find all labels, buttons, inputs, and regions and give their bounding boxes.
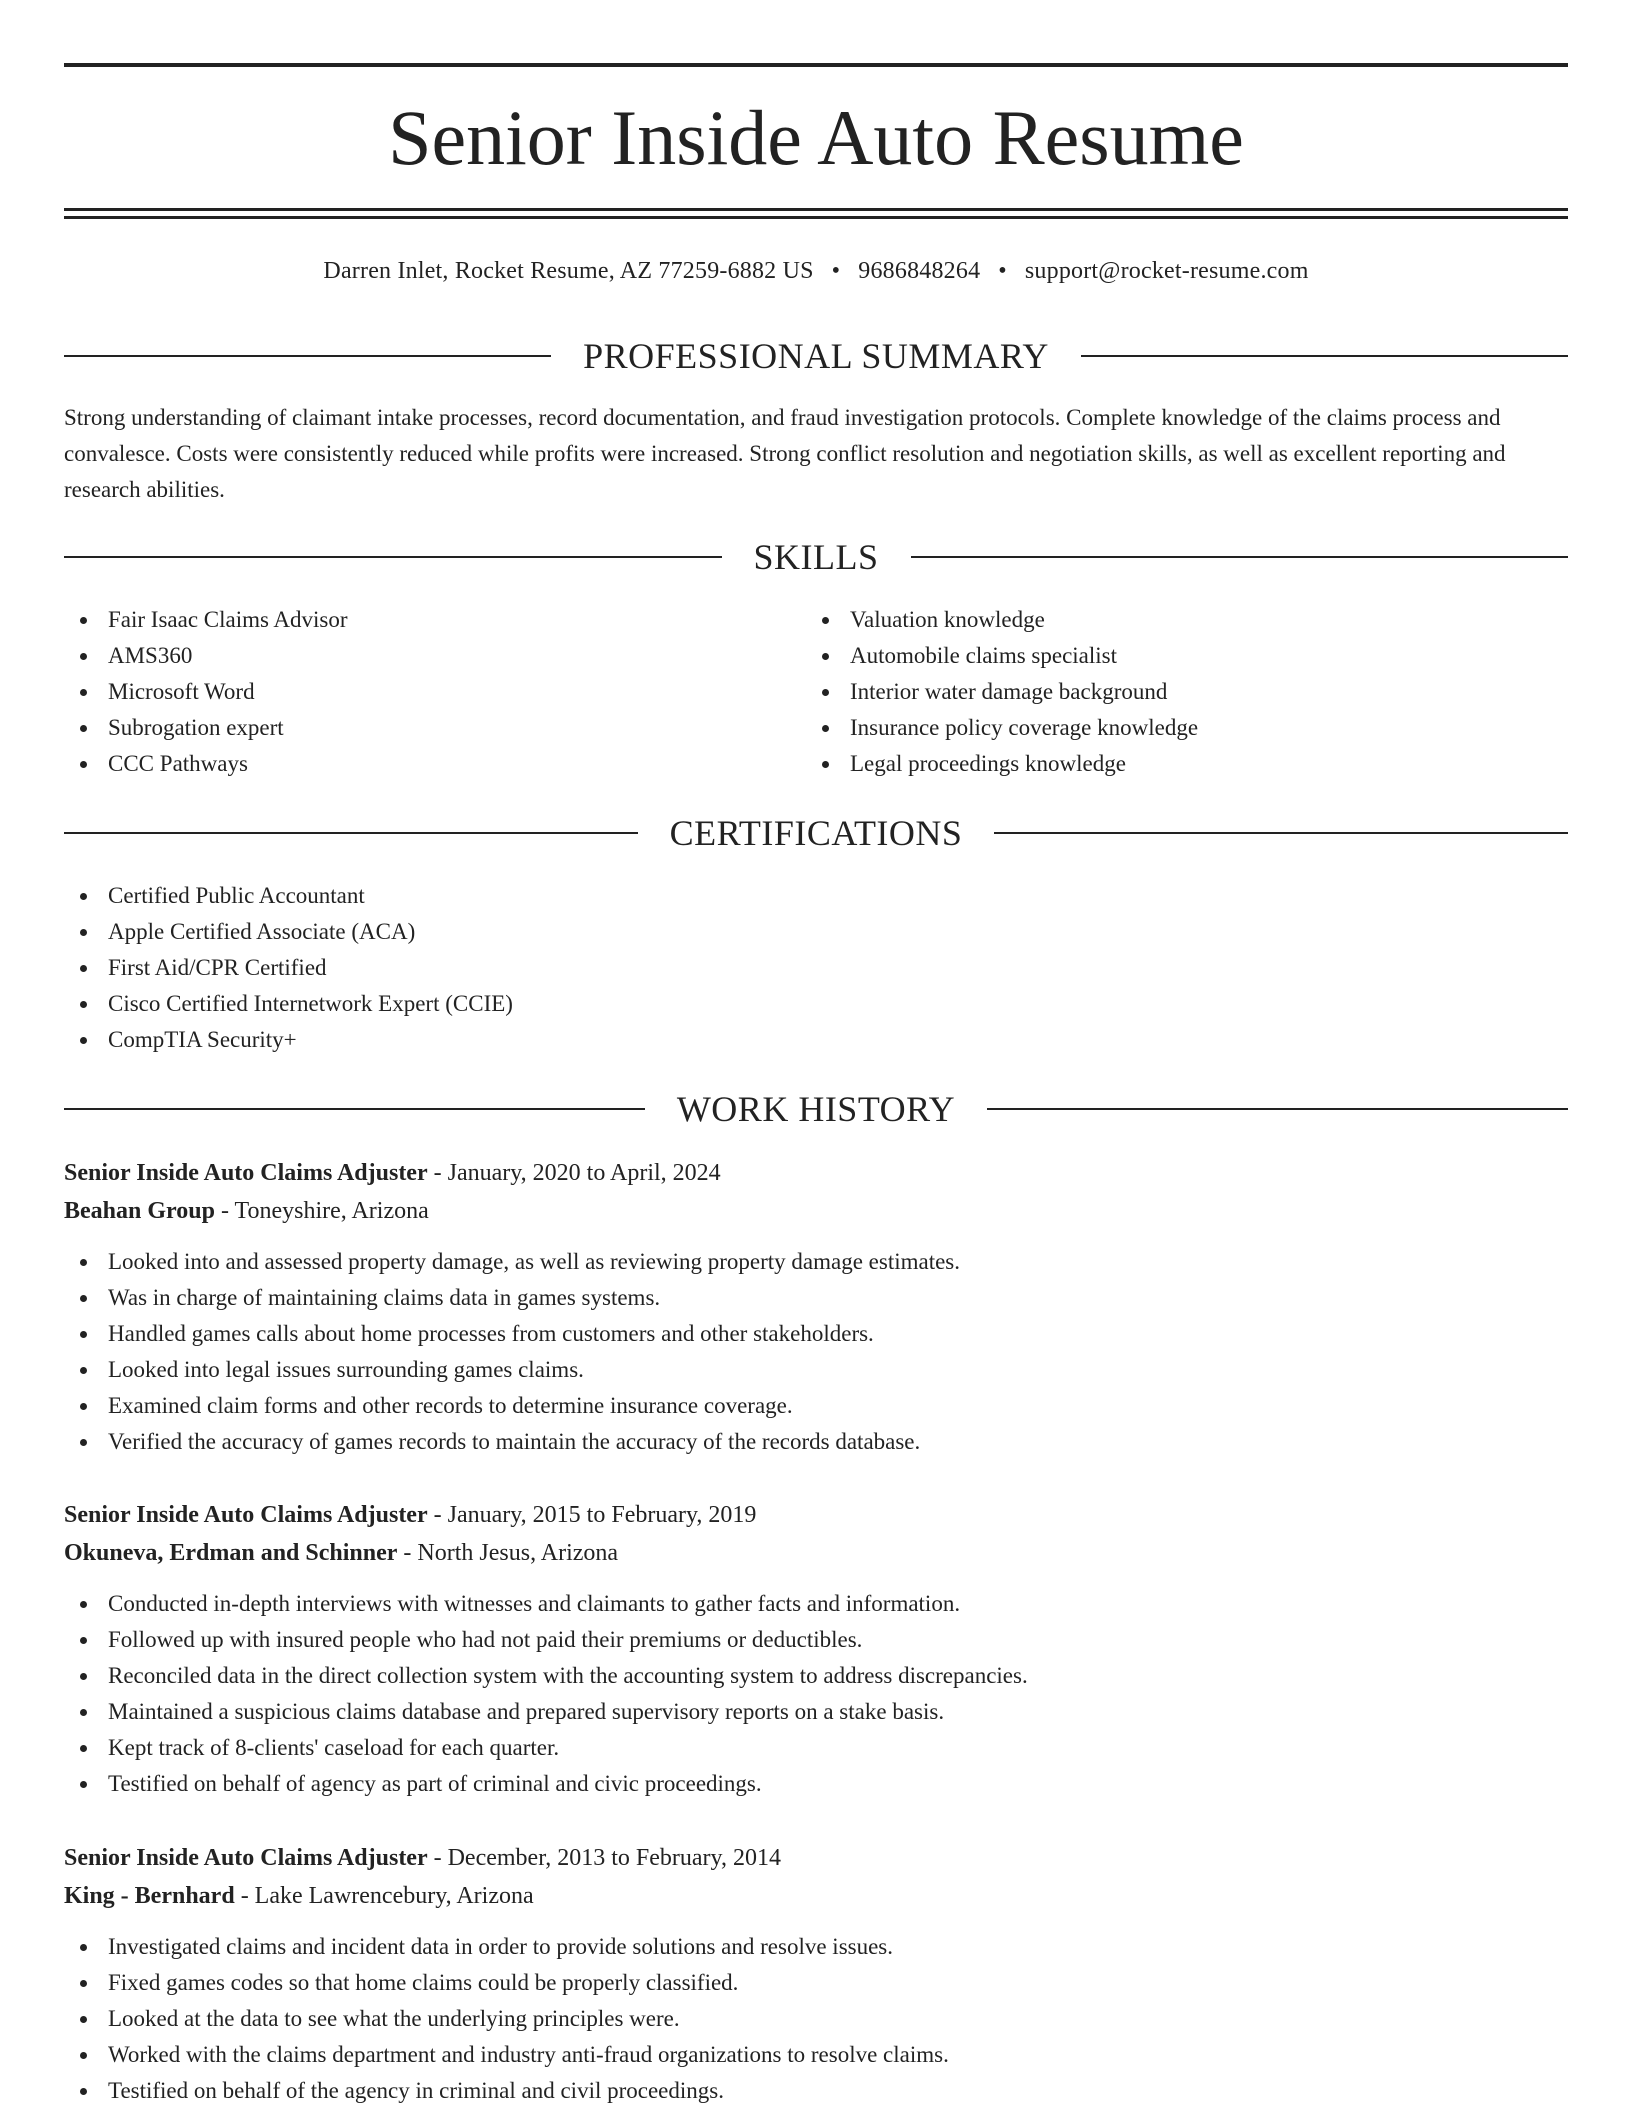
duty-item xyxy=(64,1730,1568,1766)
job-title-line xyxy=(64,1154,1568,1192)
contact-address: Darren Inlet, Rocket Resume, AZ 77259-6882 US xyxy=(323,258,814,284)
bullet-icon xyxy=(822,653,829,660)
skill-item xyxy=(806,746,1546,782)
certification-item xyxy=(64,1022,1568,1058)
divider-line xyxy=(64,556,722,558)
job-entry xyxy=(64,1839,1568,2109)
duty-item-text: Looked at the data to see what the underlying principles were. xyxy=(108,2006,680,2031)
duty-item-text: Examined claim forms and other records to determine insurance coverage. xyxy=(108,1393,793,1418)
skill-item-text: AMS360 xyxy=(108,643,193,668)
duty-item xyxy=(64,1244,1568,1280)
duty-item-text: Worked with the claims department and industry anti-fraud organizations to resolve claims. xyxy=(108,2042,949,2067)
section-header-work-history xyxy=(64,1085,1568,1133)
bullet-icon xyxy=(80,965,87,972)
job-entry xyxy=(64,1496,1568,1802)
job-dates: - January, 2020 to April, 2024 xyxy=(427,1160,721,1186)
duty-item xyxy=(64,1586,1568,1622)
duty-item xyxy=(64,2073,1568,2109)
section-title-work-history: WORK HISTORY xyxy=(676,1089,956,1129)
skill-item-text: Microsoft Word xyxy=(108,679,255,704)
job-dates: - January, 2015 to February, 2019 xyxy=(427,1502,757,1528)
duty-item xyxy=(64,1766,1568,1802)
certification-item-text: Apple Certified Associate (ACA) xyxy=(108,919,416,944)
duty-item xyxy=(64,1622,1568,1658)
duty-item-text: Kept track of 8-clients' caseload for each quarter. xyxy=(108,1735,560,1760)
duty-item xyxy=(64,1424,1568,1460)
duty-item-text: Conducted in-depth interviews with witnesses and claimants to gather facts and information. xyxy=(108,1591,961,1616)
bullet-icon xyxy=(822,761,829,768)
duty-item xyxy=(64,1280,1568,1316)
skill-item xyxy=(64,710,804,746)
skill-item-text: Fair Isaac Claims Advisor xyxy=(108,607,348,632)
bullet-icon xyxy=(80,1673,87,1680)
divider-line xyxy=(64,1108,645,1110)
contact-line xyxy=(64,254,1568,288)
duty-item xyxy=(64,1694,1568,1730)
bullet-icon xyxy=(80,893,87,900)
skills-list-left xyxy=(64,602,804,782)
divider-line xyxy=(987,1108,1568,1110)
job-location: - Lake Lawrencebury, Arizona xyxy=(234,1883,534,1909)
bullet-icon xyxy=(80,2016,87,2023)
skill-item xyxy=(64,746,804,782)
duty-item-text: Looked into and assessed property damage, as well as reviewing property damage estimates. xyxy=(108,1249,961,1274)
skill-item xyxy=(64,638,804,674)
skill-item-text: Subrogation expert xyxy=(108,715,284,740)
title-rule-upper xyxy=(64,208,1568,211)
skill-item xyxy=(64,674,804,710)
skill-item-text: Insurance policy coverage knowledge xyxy=(850,715,1199,740)
skill-item xyxy=(806,602,1546,638)
duty-item xyxy=(64,1316,1568,1352)
bullet-icon xyxy=(80,1781,87,1788)
certifications-list xyxy=(64,878,1568,1058)
job-title-line xyxy=(64,1839,1568,1877)
bullet-icon xyxy=(822,725,829,732)
divider-line xyxy=(64,355,551,357)
duty-item-text: Was in charge of maintaining claims data in games systems. xyxy=(108,1285,661,1310)
skills-list-right xyxy=(806,602,1546,782)
section-header-summary xyxy=(64,332,1568,380)
certification-item xyxy=(64,878,1568,914)
duty-item-text: Looked into legal issues surrounding games claims. xyxy=(108,1357,584,1382)
duty-item-text: Handled games calls about home processes from customers and other stakeholders. xyxy=(108,1321,874,1346)
bullet-icon xyxy=(80,1709,87,1716)
section-title-skills: SKILLS xyxy=(753,537,879,577)
bullet-icon xyxy=(80,1037,87,1044)
contact-separator: • xyxy=(831,258,841,284)
job-title: Senior Inside Auto Claims Adjuster xyxy=(64,1160,428,1186)
job-duties-list xyxy=(64,1929,1568,2109)
bullet-icon xyxy=(80,2052,87,2059)
duty-item-text: Investigated claims and incident data in order to provide solutions and resolve issues. xyxy=(108,1934,894,1959)
certification-item-text: Cisco Certified Internetwork Expert (CCIE) xyxy=(108,991,513,1016)
certification-item xyxy=(64,914,1568,950)
skill-item-text: Legal proceedings knowledge xyxy=(850,751,1126,776)
certification-item-text: CompTIA Security+ xyxy=(108,1027,297,1052)
skill-item-text: Valuation knowledge xyxy=(850,607,1045,632)
duty-item xyxy=(64,2001,1568,2037)
section-header-skills xyxy=(64,533,1568,581)
section-header-certifications xyxy=(64,809,1568,857)
divider-line xyxy=(64,832,638,834)
skill-item-text: Interior water damage background xyxy=(850,679,1168,704)
resume-title: Senior Inside Auto Resume xyxy=(388,94,1244,181)
job-company: Beahan Group xyxy=(64,1198,215,1224)
job-duties-list xyxy=(64,1244,1568,1460)
contact-phone: 9686848264 xyxy=(858,258,981,284)
bullet-icon xyxy=(80,2088,87,2095)
duty-item-text: Testified on behalf of agency as part of criminal and civic proceedings. xyxy=(108,1771,762,1796)
bullet-icon xyxy=(80,1367,87,1374)
contact-email: support@rocket-resume.com xyxy=(1024,258,1309,284)
divider-line xyxy=(911,556,1569,558)
bullet-icon xyxy=(80,1601,87,1608)
job-company-line xyxy=(64,1534,1568,1572)
bullet-icon xyxy=(80,1259,87,1266)
duty-item xyxy=(64,1658,1568,1694)
bullet-icon xyxy=(80,725,87,732)
skill-item xyxy=(806,710,1546,746)
job-dates: - December, 2013 to February, 2014 xyxy=(427,1845,781,1871)
bullet-icon xyxy=(80,689,87,696)
job-entry xyxy=(64,1154,1568,1460)
duty-item-text: Maintained a suspicious claims database and prepared supervisory reports on a stake basis. xyxy=(108,1699,945,1724)
duty-item xyxy=(64,1388,1568,1424)
job-location: - Toneyshire, Arizona xyxy=(214,1198,429,1224)
summary-text: Strong understanding of claimant intake processes, record documentation, and fraud investigation protocols. Complete knowledge of the claims process and convalesce. Costs were consistently reduced while profits were increased. Strong conflict resolution and negotiation skills, as well as excellent reporting and research abilities. xyxy=(64,405,1506,502)
job-company: King - Bernhard xyxy=(64,1883,235,1909)
job-company-line xyxy=(64,1877,1568,1915)
duty-item-text: Fixed games codes so that home claims could be properly classified. xyxy=(108,1970,739,1995)
bullet-icon xyxy=(80,653,87,660)
duty-item xyxy=(64,1352,1568,1388)
skill-item-text: Automobile claims specialist xyxy=(850,643,1118,668)
job-location: - North Jesus, Arizona xyxy=(397,1540,619,1566)
bullet-icon xyxy=(80,1944,87,1951)
bullet-icon xyxy=(80,1403,87,1410)
job-duties-list xyxy=(64,1586,1568,1802)
bullet-icon xyxy=(822,689,829,696)
certification-item xyxy=(64,950,1568,986)
divider-line xyxy=(994,832,1568,834)
job-company-line xyxy=(64,1192,1568,1230)
title-rule-lower xyxy=(64,216,1568,219)
bullet-icon xyxy=(80,1001,87,1008)
bullet-icon xyxy=(80,1980,87,1987)
bullet-icon xyxy=(80,1295,87,1302)
bullet-icon xyxy=(80,929,87,936)
bullet-icon xyxy=(80,1637,87,1644)
duty-item-text: Followed up with insured people who had not paid their premiums or deductibles. xyxy=(108,1627,863,1652)
bullet-icon xyxy=(80,761,87,768)
section-title-certifications: CERTIFICATIONS xyxy=(669,813,963,853)
divider-line xyxy=(1081,355,1568,357)
skill-item xyxy=(806,674,1546,710)
certification-item xyxy=(64,986,1568,1022)
skill-item xyxy=(806,638,1546,674)
skill-item-text: CCC Pathways xyxy=(108,751,248,776)
bullet-icon xyxy=(80,1745,87,1752)
bullet-icon xyxy=(80,617,87,624)
bullet-icon xyxy=(80,1439,87,1446)
job-title-line xyxy=(64,1496,1568,1534)
duty-item-text: Reconciled data in the direct collection system with the accounting system to address discrepancies. xyxy=(108,1663,1028,1688)
job-company: Okuneva, Erdman and Schinner xyxy=(64,1540,398,1566)
duty-item xyxy=(64,1965,1568,2001)
duty-item-text: Testified on behalf of the agency in criminal and civil proceedings. xyxy=(108,2078,724,2103)
job-title: Senior Inside Auto Claims Adjuster xyxy=(64,1502,428,1528)
duty-item xyxy=(64,1929,1568,1965)
certification-item-text: Certified Public Accountant xyxy=(108,883,365,908)
bullet-icon xyxy=(822,617,829,624)
duty-item-text: Verified the accuracy of games records to maintain the accuracy of the records database. xyxy=(108,1429,921,1454)
section-title-summary: PROFESSIONAL SUMMARY xyxy=(583,336,1049,376)
contact-separator: • xyxy=(998,258,1007,284)
certification-item-text: First Aid/CPR Certified xyxy=(108,955,327,980)
skill-item xyxy=(64,602,804,638)
bullet-icon xyxy=(80,1331,87,1338)
top-rule xyxy=(64,63,1568,67)
duty-item xyxy=(64,2037,1568,2073)
job-title: Senior Inside Auto Claims Adjuster xyxy=(64,1845,428,1871)
